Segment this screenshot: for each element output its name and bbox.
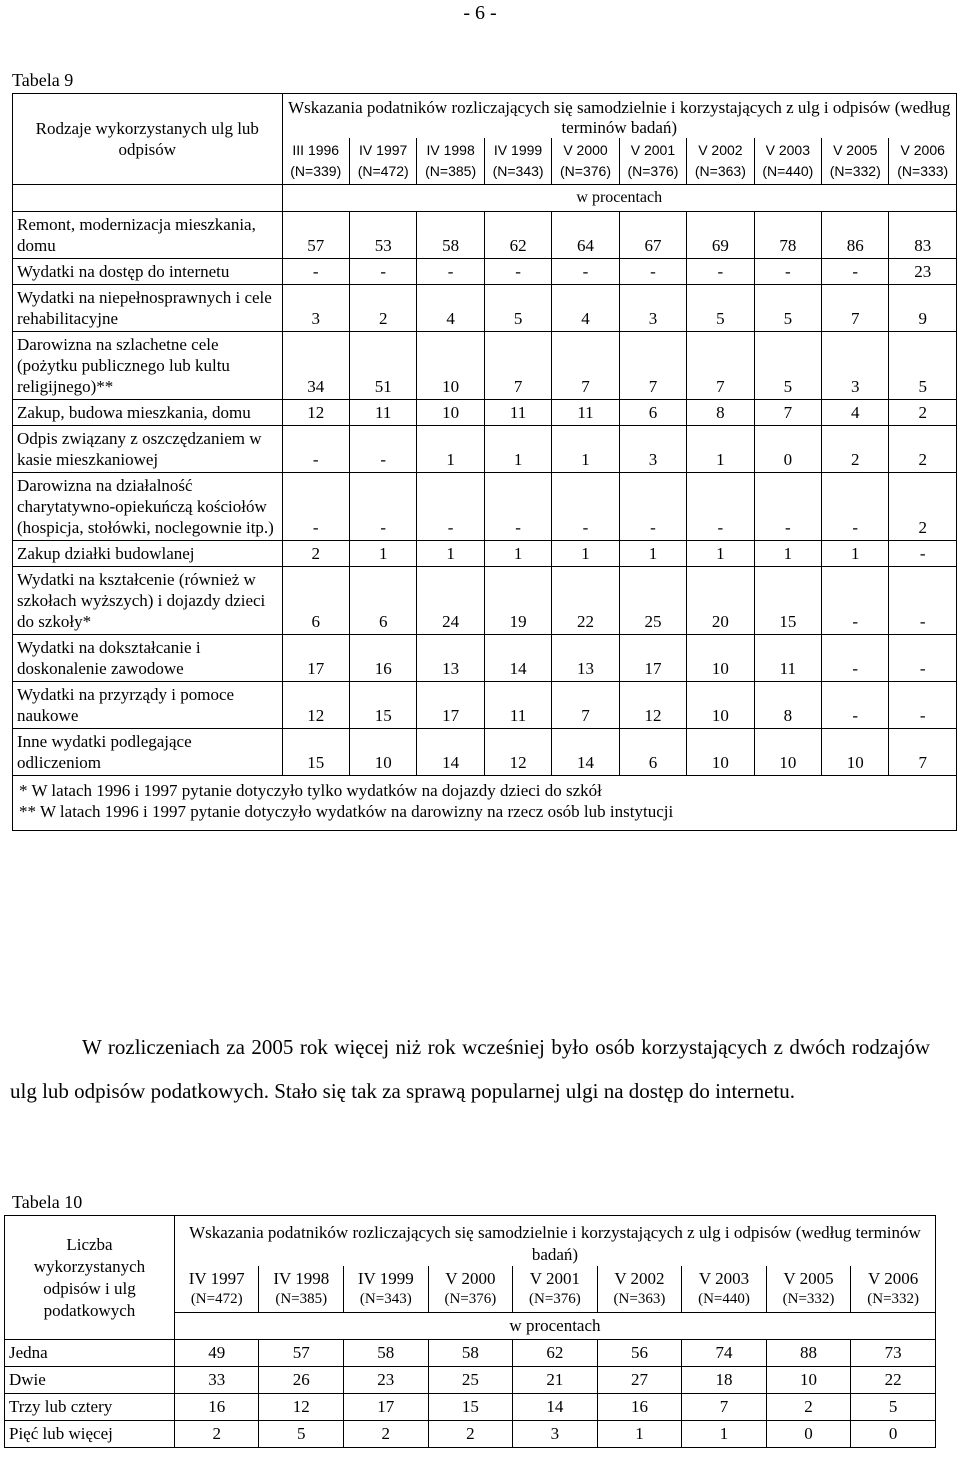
table-cell: 10: [754, 729, 821, 776]
table-cell: 14: [513, 1394, 598, 1421]
table-cell: 17: [619, 635, 686, 682]
column-term: IV 1997: [188, 1269, 245, 1288]
table-cell: 1: [754, 541, 821, 567]
row-label: Remont, modernizacja mieszkania, domu: [13, 212, 283, 259]
table-cell: -: [889, 541, 957, 567]
table-cell: 11: [484, 400, 551, 426]
table-cell: 1: [682, 1421, 767, 1448]
table-cell: 12: [484, 729, 551, 776]
table10-caption: Tabela 10: [12, 1192, 83, 1212]
table-cell: -: [282, 473, 349, 541]
table-cell: 51: [349, 332, 416, 400]
table10-column-header: [766, 1266, 851, 1313]
table-cell: 12: [282, 682, 349, 729]
table10-group-header: Wskazania podatników rozliczających się samodzielnie i korzystających z ulg i odpisów (według terminów badań): [174, 1216, 935, 1267]
column-sample-size: (N=376): [444, 1291, 497, 1307]
table-cell: -: [417, 473, 484, 541]
table-cell: 22: [851, 1367, 936, 1394]
table-cell: 64: [552, 212, 619, 259]
table-cell: -: [822, 259, 889, 285]
table-cell: -: [282, 426, 349, 473]
table-cell: -: [822, 635, 889, 682]
table-row: [13, 285, 957, 332]
row-label: Zakup działki budowlanej: [13, 541, 283, 567]
table-cell: 1: [687, 426, 754, 473]
table-cell: 1: [417, 426, 484, 473]
table-row: [5, 1421, 936, 1448]
column-sample-size: (N=332): [782, 1291, 835, 1307]
table-cell: 56: [597, 1340, 682, 1367]
table-cell: 53: [349, 212, 416, 259]
table-cell: 58: [417, 212, 484, 259]
table-cell: 5: [851, 1394, 936, 1421]
table-cell: 57: [259, 1340, 344, 1367]
table-cell: 10: [766, 1367, 851, 1394]
table9-unit: w procentach: [282, 185, 956, 212]
column-sample-size: (N=332): [867, 1291, 920, 1307]
table-cell: 10: [687, 682, 754, 729]
table-cell: 34: [282, 332, 349, 400]
table10-column-header: [174, 1266, 259, 1313]
table-cell: 25: [619, 567, 686, 635]
table-cell: 2: [344, 1421, 429, 1448]
table-cell: -: [619, 259, 686, 285]
column-term: V 2006: [900, 142, 945, 158]
table-cell: 4: [417, 285, 484, 332]
table-cell: 14: [552, 729, 619, 776]
table-cell: 15: [754, 567, 821, 635]
table-cell: 14: [484, 635, 551, 682]
table-cell: 23: [344, 1367, 429, 1394]
table-cell: 11: [754, 635, 821, 682]
table-cell: 12: [259, 1394, 344, 1421]
table-cell: 6: [349, 567, 416, 635]
column-term: V 2005: [783, 1269, 834, 1288]
column-sample-size: (N=332): [829, 163, 881, 179]
table-cell: -: [619, 473, 686, 541]
table-cell: 1: [417, 541, 484, 567]
table-row: [13, 541, 957, 567]
table9-footnote: * W latach 1996 i 1997 pytanie dotyczyło tylko wydatków na dojazdy dzieci do szkół: [19, 781, 602, 800]
table9-column-header: [822, 138, 889, 185]
table-cell: 1: [597, 1421, 682, 1448]
table-cell: 3: [513, 1421, 598, 1448]
table10-column-header: [344, 1266, 429, 1313]
column-term: V 2003: [765, 142, 810, 158]
table-cell: 7: [552, 682, 619, 729]
table-row: [13, 259, 957, 285]
table9-blank-cell: [13, 185, 283, 212]
table-cell: 7: [619, 332, 686, 400]
table-cell: 1: [484, 426, 551, 473]
table-cell: -: [754, 473, 821, 541]
table-cell: 2: [889, 400, 957, 426]
table-cell: 49: [174, 1340, 259, 1367]
table-cell: 24: [417, 567, 484, 635]
table9-column-header: [282, 138, 349, 185]
table9-column-header: [349, 138, 416, 185]
table10-column-header: [428, 1266, 513, 1313]
table-cell: 5: [754, 332, 821, 400]
table-row: [5, 1367, 936, 1394]
table-cell: 8: [754, 682, 821, 729]
table-cell: -: [349, 426, 416, 473]
column-term: V 2000: [445, 1269, 496, 1288]
table9-column-header: [619, 138, 686, 185]
table-cell: -: [552, 473, 619, 541]
table-cell: 17: [282, 635, 349, 682]
table-cell: 3: [822, 332, 889, 400]
table9: [12, 93, 957, 831]
table-cell: 7: [484, 332, 551, 400]
column-sample-size: (N=376): [627, 163, 679, 179]
table-cell: 74: [682, 1340, 767, 1367]
table-cell: 13: [417, 635, 484, 682]
table-cell: -: [417, 259, 484, 285]
table9-row-header: Rodzaje wykorzystanych ulg lub odpisów: [13, 94, 283, 185]
table-row: [5, 1394, 936, 1421]
table9-column-header: [417, 138, 484, 185]
table-cell: 11: [349, 400, 416, 426]
table-cell: -: [822, 567, 889, 635]
column-sample-size: (N=363): [694, 163, 746, 179]
table-cell: 3: [282, 285, 349, 332]
table9-group-header: Wskazania podatników rozliczających się samodzielnie i korzystających z ulg i odpisów (według terminów badań): [282, 94, 956, 139]
column-term: IV 1999: [493, 142, 543, 158]
body-paragraph: [10, 1025, 930, 1113]
table-cell: 0: [754, 426, 821, 473]
table-cell: 5: [754, 285, 821, 332]
column-term: IV 1997: [359, 142, 408, 158]
table9-footnotes: [13, 776, 957, 831]
table-cell: 18: [682, 1367, 767, 1394]
table-cell: -: [822, 473, 889, 541]
row-label: Dwie: [5, 1367, 175, 1394]
table-cell: 2: [889, 473, 957, 541]
column-sample-size: (N=339): [290, 163, 342, 179]
table-cell: 78: [754, 212, 821, 259]
table-cell: -: [889, 635, 957, 682]
row-label: Darowizna na działalność charytatywno-opiekuńczą kościołów (hospicja, stołówki, noclegownie itp.): [13, 473, 283, 541]
table-cell: 0: [851, 1421, 936, 1448]
column-sample-size: (N=343): [359, 1291, 412, 1307]
table-cell: 7: [889, 729, 957, 776]
table-cell: 73: [851, 1340, 936, 1367]
table-cell: 12: [619, 682, 686, 729]
table-row: [13, 473, 957, 541]
row-label: Wydatki na dokształcanie i doskonalenie zawodowe: [13, 635, 283, 682]
column-term: V 2006: [868, 1269, 919, 1288]
column-sample-size: (N=376): [529, 1291, 581, 1307]
table-cell: 19: [484, 567, 551, 635]
table10-column-header: [682, 1266, 767, 1313]
table-cell: 5: [484, 285, 551, 332]
column-sample-size: (N=440): [698, 1291, 750, 1307]
row-label: Jedna: [5, 1340, 175, 1367]
column-term: V 2003: [698, 1269, 750, 1288]
table-row: [13, 567, 957, 635]
table9-footnote: ** W latach 1996 i 1997 pytanie dotyczyło wydatków na darowizny na rzecz osób lub instytucji: [19, 802, 674, 821]
table-cell: 1: [822, 541, 889, 567]
table-cell: 27: [597, 1367, 682, 1394]
table-cell: 69: [687, 212, 754, 259]
column-term: IV 1999: [357, 1269, 414, 1288]
table-row: [13, 332, 957, 400]
table-row: [13, 212, 957, 259]
table-cell: 2: [766, 1394, 851, 1421]
table-cell: 7: [682, 1394, 767, 1421]
table-cell: 11: [552, 400, 619, 426]
table10: [4, 1215, 936, 1448]
table-cell: 5: [259, 1421, 344, 1448]
column-term: III 1996: [292, 142, 340, 158]
table-cell: 1: [484, 541, 551, 567]
column-term: IV 1998: [426, 142, 475, 158]
table-cell: 21: [513, 1367, 598, 1394]
body-paragraph-text: W rozliczeniach za 2005 rok więcej niż rok wcześniej było osób korzystających z dwóch rodzajów ulg lub odpisów podatkowych. Stało się tak za sprawą popularnej ulgi na dostęp do internetu.: [10, 1035, 930, 1103]
table-cell: 1: [552, 426, 619, 473]
row-label: Wydatki na niepełnosprawnych i cele rehabilitacyjne: [13, 285, 283, 332]
table9-column-header: [484, 138, 551, 185]
table-cell: -: [754, 259, 821, 285]
table-cell: 6: [619, 400, 686, 426]
table-cell: 7: [822, 285, 889, 332]
table-cell: 17: [344, 1394, 429, 1421]
table-cell: 10: [349, 729, 416, 776]
table-cell: 16: [174, 1394, 259, 1421]
table-cell: -: [552, 259, 619, 285]
table10-column-header: [851, 1266, 936, 1313]
table-cell: 10: [417, 400, 484, 426]
row-label: Wydatki na dostęp do internetu: [13, 259, 283, 285]
column-sample-size: (N=385): [275, 1291, 328, 1307]
column-term: V 2005: [833, 142, 878, 158]
table-cell: 15: [282, 729, 349, 776]
table-cell: 67: [619, 212, 686, 259]
table-cell: -: [889, 682, 957, 729]
table-cell: 26: [259, 1367, 344, 1394]
row-label: Wydatki na przyrządy i pomoce naukowe: [13, 682, 283, 729]
table-cell: 3: [619, 285, 686, 332]
table-cell: 0: [766, 1421, 851, 1448]
column-term: V 2001: [630, 142, 676, 158]
table-cell: -: [687, 259, 754, 285]
table-cell: 4: [822, 400, 889, 426]
table-cell: 8: [687, 400, 754, 426]
table-cell: 5: [687, 285, 754, 332]
table-row: [13, 729, 957, 776]
table-cell: 10: [822, 729, 889, 776]
table-cell: 15: [349, 682, 416, 729]
row-label: Wydatki na kształcenie (również w szkołach wyższych) i dojazdy dzieci do szkoły*: [13, 567, 283, 635]
table-cell: 10: [687, 635, 754, 682]
table9-caption: Tabela 9: [12, 70, 74, 90]
table-cell: 2: [349, 285, 416, 332]
table-cell: 88: [766, 1340, 851, 1367]
row-label: Trzy lub cztery: [5, 1394, 175, 1421]
table-cell: 16: [597, 1394, 682, 1421]
table-cell: 5: [889, 332, 957, 400]
table10-column-header: [513, 1266, 598, 1313]
table-cell: 2: [889, 426, 957, 473]
table-row: [13, 426, 957, 473]
table9-column-header: [552, 138, 619, 185]
row-label: Inne wydatki podlegające odliczeniom: [13, 729, 283, 776]
table10-row-header: Liczba wykorzystanych odpisów i ulg podatkowych: [5, 1216, 175, 1340]
table-cell: 20: [687, 567, 754, 635]
column-sample-size: (N=376): [560, 163, 611, 179]
column-sample-size: (N=363): [613, 1291, 666, 1307]
table-cell: 57: [282, 212, 349, 259]
table-cell: 3: [619, 426, 686, 473]
table9-column-header: [687, 138, 754, 185]
table-cell: 11: [484, 682, 551, 729]
row-label: Pięć lub więcej: [5, 1421, 175, 1448]
table-cell: 15: [428, 1394, 513, 1421]
table-cell: 83: [889, 212, 957, 259]
table-cell: 6: [619, 729, 686, 776]
table-cell: 10: [417, 332, 484, 400]
table-cell: -: [349, 473, 416, 541]
table10-column-header: [259, 1266, 344, 1313]
table-cell: -: [282, 259, 349, 285]
row-label: Odpis związany z oszczędzaniem w kasie mieszkaniowej: [13, 426, 283, 473]
table10-column-header: [597, 1266, 682, 1313]
table-cell: 1: [687, 541, 754, 567]
table-cell: 2: [428, 1421, 513, 1448]
table-cell: 23: [889, 259, 957, 285]
column-sample-size: (N=472): [190, 1291, 243, 1307]
table-cell: 2: [282, 541, 349, 567]
table-cell: 62: [484, 212, 551, 259]
table-cell: 2: [174, 1421, 259, 1448]
table-row: [13, 682, 957, 729]
table-cell: -: [822, 682, 889, 729]
table9-column-header: [889, 138, 957, 185]
column-term: V 2002: [698, 142, 743, 158]
column-term: V 2000: [563, 142, 608, 158]
table-cell: 4: [552, 285, 619, 332]
table-cell: 13: [552, 635, 619, 682]
table-cell: 17: [417, 682, 484, 729]
page-number: - 6 -: [463, 2, 497, 24]
table-cell: 7: [754, 400, 821, 426]
table-cell: 58: [344, 1340, 429, 1367]
table-cell: 62: [513, 1340, 598, 1367]
table-cell: 2: [822, 426, 889, 473]
table-row: [13, 400, 957, 426]
table9-column-header: [754, 138, 821, 185]
table-cell: -: [484, 473, 551, 541]
table-cell: 10: [687, 729, 754, 776]
table-cell: 1: [349, 541, 416, 567]
table-cell: 9: [889, 285, 957, 332]
table-cell: 1: [552, 541, 619, 567]
column-term: V 2001: [529, 1269, 581, 1288]
column-sample-size: (N=343): [492, 163, 544, 179]
table-cell: 1: [619, 541, 686, 567]
table-cell: 33: [174, 1367, 259, 1394]
table-cell: 22: [552, 567, 619, 635]
row-label: Zakup, budowa mieszkania, domu: [13, 400, 283, 426]
table-cell: 7: [687, 332, 754, 400]
table-cell: -: [687, 473, 754, 541]
table-row: [5, 1340, 936, 1367]
table-cell: -: [889, 567, 957, 635]
column-term: V 2002: [614, 1269, 665, 1288]
table-cell: 6: [282, 567, 349, 635]
column-sample-size: (N=385): [425, 163, 477, 179]
table-row: [13, 635, 957, 682]
table-cell: -: [349, 259, 416, 285]
table10-unit: w procentach: [174, 1313, 935, 1340]
table-cell: 7: [552, 332, 619, 400]
table-cell: 58: [428, 1340, 513, 1367]
column-sample-size: (N=440): [762, 163, 814, 179]
row-label: Darowizna na szlachetne cele (pożytku publicznego lub kultu religijnego)**: [13, 332, 283, 400]
table-cell: 25: [428, 1367, 513, 1394]
column-term: IV 1998: [273, 1269, 330, 1288]
table-cell: -: [484, 259, 551, 285]
table-cell: 14: [417, 729, 484, 776]
column-sample-size: (N=333): [897, 163, 949, 179]
table-cell: 12: [282, 400, 349, 426]
column-sample-size: (N=472): [357, 163, 409, 179]
table-cell: 86: [822, 212, 889, 259]
table-cell: 16: [349, 635, 416, 682]
